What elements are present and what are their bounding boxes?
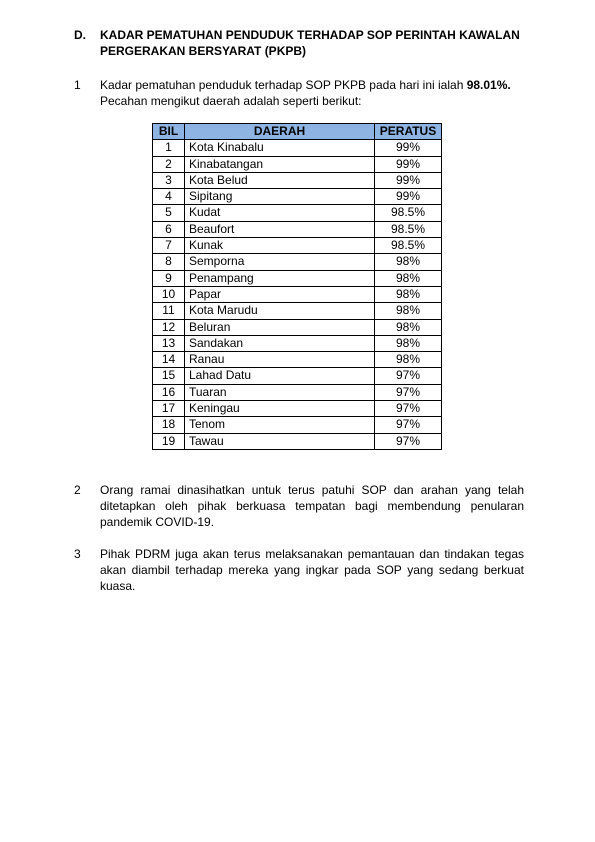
cell-daerah: Lahad Datu: [185, 368, 375, 384]
cell-bil: 3: [153, 172, 185, 188]
cell-daerah: Kinabatangan: [185, 156, 375, 172]
cell-daerah: Tuaran: [185, 384, 375, 400]
paragraph-text-line2: Pecahan mengikut daerah adalah seperti berikut:: [100, 94, 362, 108]
table-row: [153, 221, 442, 237]
cell-bil: 16: [153, 384, 185, 400]
table-row: [153, 189, 442, 205]
cell-daerah: Papar: [185, 286, 375, 302]
cell-bil: 6: [153, 221, 185, 237]
paragraph-number: 3: [74, 547, 81, 561]
cell-daerah: Tenom: [185, 417, 375, 433]
cell-bil: 12: [153, 319, 185, 335]
table-row: [153, 238, 442, 254]
cell-peratus: 97%: [375, 384, 442, 400]
cell-daerah: Kudat: [185, 205, 375, 221]
cell-bil: 17: [153, 401, 185, 417]
table-body: [153, 140, 442, 450]
table-header-row: [153, 124, 442, 140]
table-row: [153, 254, 442, 270]
paragraph-text: Orang ramai dinasihatkan untuk terus patuhi SOP dan arahan yang telah ditetapkan oleh pihak berkuasa tempatan bagi membendung penularan pandemik COVID-19.: [100, 483, 524, 529]
cell-bil: 14: [153, 352, 185, 368]
table-row: [153, 335, 442, 351]
cell-peratus: 99%: [375, 140, 442, 156]
cell-peratus: 98%: [375, 303, 442, 319]
paragraph-number: 1: [74, 78, 81, 92]
header-peratus: PERATUS: [375, 124, 442, 140]
paragraph-number: 2: [74, 483, 81, 497]
header-daerah: DAERAH: [185, 124, 375, 140]
cell-daerah: Penampang: [185, 270, 375, 286]
table-row: [153, 401, 442, 417]
cell-daerah: Sandakan: [185, 335, 375, 351]
table-row: [153, 433, 442, 449]
table-row: [153, 319, 442, 335]
table-row: [153, 384, 442, 400]
paragraph-text: [100, 77, 524, 109]
cell-peratus: 97%: [375, 433, 442, 449]
cell-daerah: Kota Marudu: [185, 303, 375, 319]
cell-peratus: 98.5%: [375, 221, 442, 237]
cell-bil: 18: [153, 417, 185, 433]
cell-peratus: 98%: [375, 335, 442, 351]
cell-daerah: Kota Belud: [185, 172, 375, 188]
cell-peratus: 98%: [375, 254, 442, 270]
table-row: [153, 156, 442, 172]
cell-bil: 10: [153, 286, 185, 302]
table-row: [153, 352, 442, 368]
cell-peratus: 98%: [375, 270, 442, 286]
cell-peratus: 99%: [375, 172, 442, 188]
table-row: [153, 205, 442, 221]
overall-compliance-rate: 98.01%.: [466, 78, 511, 92]
table-row: [153, 270, 442, 286]
cell-bil: 7: [153, 238, 185, 254]
cell-bil: 19: [153, 433, 185, 449]
cell-peratus: 98.5%: [375, 238, 442, 254]
table-row: [153, 303, 442, 319]
cell-peratus: 99%: [375, 189, 442, 205]
cell-daerah: Kota Kinabalu: [185, 140, 375, 156]
cell-bil: 13: [153, 335, 185, 351]
cell-daerah: Beluran: [185, 319, 375, 335]
cell-bil: 8: [153, 254, 185, 270]
cell-peratus: 97%: [375, 368, 442, 384]
table-row: [153, 286, 442, 302]
cell-bil: 2: [153, 156, 185, 172]
cell-bil: 15: [153, 368, 185, 384]
table-row: [153, 368, 442, 384]
paragraph-text-start: Kadar pematuhan penduduk terhadap SOP PKPB pada hari ini ialah: [100, 78, 467, 92]
table-row: [153, 172, 442, 188]
cell-peratus: 99%: [375, 156, 442, 172]
cell-daerah: Keningau: [185, 401, 375, 417]
cell-peratus: 97%: [375, 417, 442, 433]
cell-daerah: Beaufort: [185, 221, 375, 237]
cell-bil: 9: [153, 270, 185, 286]
table-row: [153, 417, 442, 433]
section-title: KADAR PEMATUHAN PENDUDUK TERHADAP SOP PERINTAH KAWALAN PERGERAKAN BERSYARAT (PKPB): [100, 28, 520, 58]
cell-daerah: Sipitang: [185, 189, 375, 205]
header-bil: BIL: [153, 124, 185, 140]
cell-bil: 4: [153, 189, 185, 205]
cell-daerah: Tawau: [185, 433, 375, 449]
section-number: D.: [74, 28, 86, 42]
cell-bil: 5: [153, 205, 185, 221]
cell-peratus: 98.5%: [375, 205, 442, 221]
cell-peratus: 97%: [375, 401, 442, 417]
cell-peratus: 98%: [375, 352, 442, 368]
cell-peratus: 98%: [375, 286, 442, 302]
compliance-table: [152, 123, 442, 450]
cell-bil: 11: [153, 303, 185, 319]
cell-daerah: Kunak: [185, 238, 375, 254]
paragraph-text: Pihak PDRM juga akan terus melaksanakan pemantauan dan tindakan tegas akan diambil terhadap mereka yang ingkar pada SOP yang sedang berkuat kuasa.: [100, 547, 524, 593]
cell-daerah: Ranau: [185, 352, 375, 368]
cell-bil: 1: [153, 140, 185, 156]
cell-peratus: 98%: [375, 319, 442, 335]
table-row: [153, 140, 442, 156]
cell-daerah: Semporna: [185, 254, 375, 270]
